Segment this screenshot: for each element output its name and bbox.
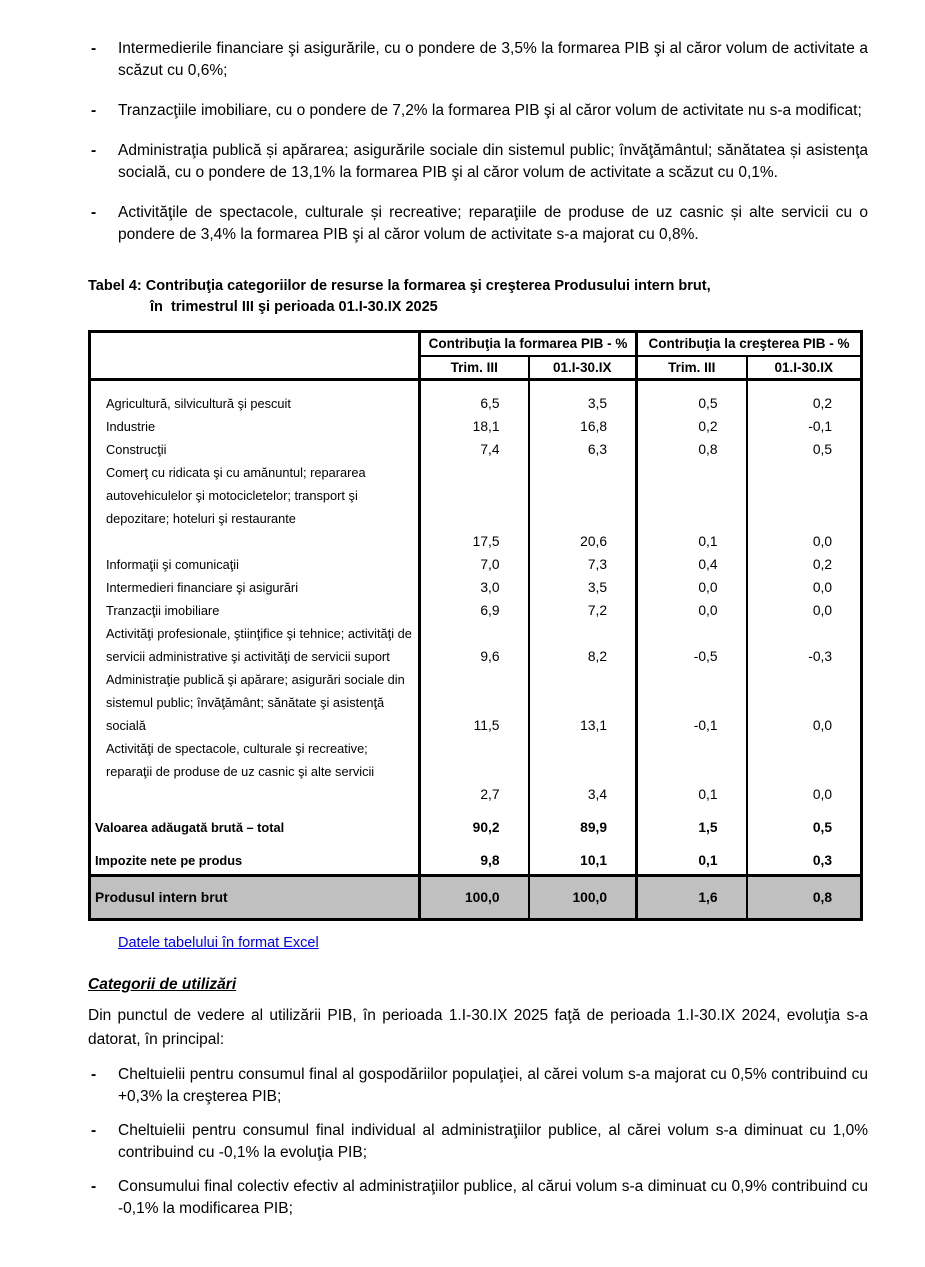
col-group-growth-header: Contribuţia la creşterea PIB - % [637,332,862,356]
spacer-cell [420,839,529,849]
list-item: - Administraţia publică și apărarea; asigurările sociale din sistemul public; învăţământul; sănătatea și asistenţa socială, cu o pondere de 13,1% la formarea PIB şi al căror volum de activitate a scăzut cu 0,1%. [88,140,868,184]
cell-value: 18,1 [420,415,529,438]
cell-value: 0,5 [637,392,747,415]
cell-value: 2,7 [420,737,529,806]
cell-value: 0,2 [637,415,747,438]
cell-value: 11,5 [420,668,529,737]
cell-value: 0,0 [637,599,747,622]
usage-intro-paragraph: Din punctul de vedere al utilizării PIB, în perioada 1.I-30.IX 2025 faţă de perioada 1.I-30.IX 2024, evoluţia s-a datorat, în principal: [88,1007,868,1048]
spacer-cell [529,380,637,392]
spacer-cell [529,806,637,816]
row-label: Tranzacţii imobiliare [106,602,220,618]
list-item: - Consumului final colectiv efectiv al administraţiilor publice, al cărui volum s-a diminuat cu 0,9% contribuind cu -0,1% la modificarea PIB; [88,1176,868,1220]
corner-cell [90,332,420,380]
cell-value: -0,5 [637,622,747,668]
subheader-trim3-formation: Trim. III [420,356,529,380]
table-row [90,849,862,872]
cell-value: 16,8 [529,415,637,438]
cell-value: 20,6 [529,461,637,553]
table-row [90,438,862,461]
cell-value: 0,5 [747,438,862,461]
table-title-line1: Tabel 4: Contribuţia categoriilor de resurse la formarea şi creşterea Produsului intern brut, [88,278,711,294]
row-label: Comerţ cu ridicata şi cu amănuntul; repararea autovehiculelor şi motocicletelor; transport şi depozitare; hoteluri şi restaurante [90,461,420,553]
usage-heading-row [88,976,868,994]
table-row [90,415,862,438]
cell-value: 7,2 [529,599,637,622]
table-row [90,599,862,622]
cell-value: 8,2 [529,622,637,668]
cell-value: 0,1 [637,737,747,806]
list-item: - Intermedierile financiare şi asigurările, cu o pondere de 3,5% la formarea PIB şi al căror volum de activitate a scăzut cu 0,6%; [88,38,868,82]
cell-value: 0,0 [747,737,862,806]
cell-value: 3,5 [529,392,637,415]
cell-value: 0,8 [637,438,747,461]
cell-value: 13,1 [529,668,637,737]
table-row [90,816,862,839]
spacer-cell [747,380,862,392]
cell-value: 0,1 [637,461,747,553]
usage-section-heading: Categorii de utilizări [88,976,237,993]
table-row [90,576,862,599]
table-row [90,553,862,576]
cell-value: 6,5 [420,392,529,415]
table-title-line2: în trimestrul III şi perioada 01.I-30.IX 2025 [150,299,438,315]
label-pad-line [106,530,414,553]
intro-bullet-list [88,38,868,246]
list-item: - Cheltuielii pentru consumul final individual al administraţiilor publice, al cărei volum s-a diminuat cu 1,0% contribuind cu -0,1% la evoluţia PIB; [88,1120,868,1164]
gdp-row [90,876,862,920]
cell-value: -0,1 [747,415,862,438]
cell-value: 3,4 [529,737,637,806]
cell-value: 0,4 [637,553,747,576]
gdp-value-trim3-formation: 100,0 [420,876,529,920]
row-label: Impozite nete pe produs [95,852,243,868]
cell-value: 0,0 [747,668,862,737]
row-label: Construcţii [106,441,167,457]
gdp-value-trim3-growth: 1,6 [637,876,747,920]
cell-value: 6,9 [420,599,529,622]
cell-value: 7,4 [420,438,529,461]
row-label: Activităţi de spectacole, culturale şi recreative; reparaţii de produse de uz casnic şi alte servicii [90,737,420,806]
gdp-row-label: Produsul intern brut [90,876,420,920]
gdp-value-period-formation: 100,0 [529,876,637,920]
cell-value: -0,3 [747,622,862,668]
spacer-cell [747,839,862,849]
row-label: Industrie [106,418,156,434]
table-row [90,737,862,806]
table-title [88,276,868,318]
row-label: Activităţi profesionale, ştiinţifice şi tehnice; activităţi de servicii administrative şi activităţi de servicii suport [106,625,412,664]
table-row [90,461,862,553]
subheader-period-growth: 01.I-30.IX [747,356,862,380]
table-row [90,668,862,737]
cell-value: 7,3 [529,553,637,576]
cell-value: -0,1 [637,668,747,737]
row-label: Intermedieri financiare şi asigurări [106,579,299,595]
cell-value: 90,2 [420,816,529,839]
table-row [90,622,862,668]
cell-value: 3,5 [529,576,637,599]
cell-value: 7,0 [420,553,529,576]
subheader-period-formation: 01.I-30.IX [529,356,637,380]
cell-value: 6,3 [529,438,637,461]
list-item: - Cheltuielii pentru consumul final al gospodăriilor populaţiei, al cărei volum s-a majorat cu 0,5% contribuind cu +0,3% la creşterea PIB; [88,1064,868,1108]
cell-value: 0,2 [747,392,862,415]
cell-value: 0,0 [747,461,862,553]
spacer-cell [637,806,747,816]
cell-value: 1,5 [637,816,747,839]
cell-value: 0,0 [747,576,862,599]
spacer-cell [90,380,420,392]
cell-value: 9,6 [420,622,529,668]
list-item: - Tranzacţiile imobiliare, cu o pondere de 7,2% la formarea PIB şi al căror volum de activitate nu s-a modificat; [88,100,868,122]
list-item: - Activităţile de spectacole, culturale și recreative; reparaţiile de produse de uz casnic și alte servicii cu o pondere de 3,4% la formarea PIB şi al căror volum de activitate s-a majorat cu 0,8%. [88,202,868,246]
spacer-cell [637,380,747,392]
spacer-cell [420,380,529,392]
table-spacer-row [90,380,862,392]
cell-value: 89,9 [529,816,637,839]
label-pad-line [106,783,414,806]
cell-value: 0,5 [747,816,862,839]
spacer-cell [529,839,637,849]
cell-value: 10,1 [529,849,637,872]
cell-value: 9,8 [420,849,529,872]
usage-bullet-list [88,1064,868,1220]
cell-value: 0,2 [747,553,862,576]
subheader-trim3-growth: Trim. III [637,356,747,380]
table-spacer-row [90,806,862,816]
row-label: Informaţii şi comunicaţii [106,556,239,572]
excel-link[interactable]: Datele tabelului în format Excel [118,935,319,951]
cell-value: 17,5 [420,461,529,553]
table-spacer-row [90,839,862,849]
cell-value: 0,3 [747,849,862,872]
row-label: Valoarea adăugată brută – total [95,819,285,835]
resources-table [88,330,863,921]
spacer-cell [637,839,747,849]
row-label: Administraţie publică şi apărare; asigurări sociale din sistemul public; învăţământ; sănătate şi asistenţă socială [106,671,405,733]
spacer-cell [420,806,529,816]
row-label: Agricultură, silvicultură şi pescuit [106,395,291,411]
col-group-formation-header: Contribuţia la formarea PIB - % [420,332,637,356]
cell-value: 0,0 [637,576,747,599]
cell-value: 0,0 [747,599,862,622]
spacer-cell [90,806,420,816]
spacer-cell [747,806,862,816]
table-row [90,392,862,415]
spacer-cell [90,839,420,849]
cell-value: 0,1 [637,849,747,872]
cell-value: 3,0 [420,576,529,599]
gdp-value-period-growth: 0,8 [747,876,862,920]
